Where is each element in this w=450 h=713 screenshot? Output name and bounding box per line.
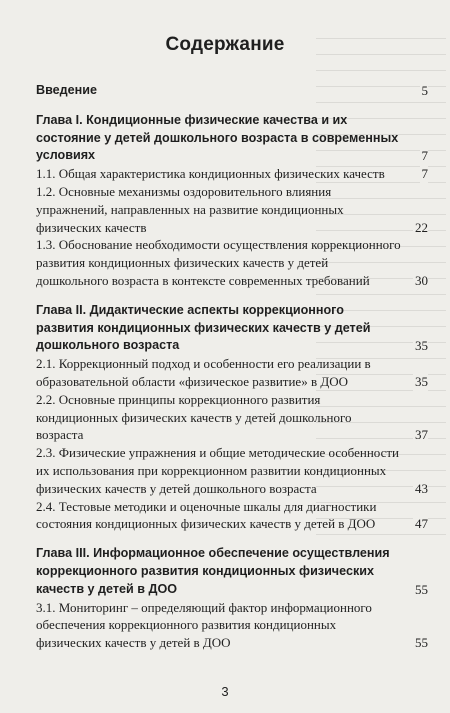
- toc-entry-text: 1.2. Основные механизмы оздоровительного влияния упражнений, направленных на развитие кондиционных физических качеств: [36, 183, 344, 235]
- toc-entry-text: 3.1. Мониторинг – определяющий фактор информационного обеспечения коррекционного развития кондиционных физических качеств у детей в ДОО: [36, 599, 372, 651]
- toc-entry-page: 7: [421, 148, 428, 164]
- toc-entry-1-2[interactable]: [36, 183, 428, 236]
- toc-entry-text: 2.2. Основные принципы коррекционного развития кондиционных физических качеств у детей дошкольного возраста: [36, 391, 352, 443]
- toc-entry-page: 43: [415, 480, 428, 496]
- toc-entry-2-2[interactable]: [36, 391, 428, 444]
- page-number: 3: [221, 684, 229, 699]
- toc-entry-text: Глава III. Информационное обеспечение осуществления коррекционного развития кондиционных физических качеств у детей в ДОО: [36, 546, 390, 596]
- toc-entry-3-1[interactable]: [36, 599, 428, 652]
- toc-entry-page: 47: [415, 516, 428, 532]
- toc-entry-2-4[interactable]: [36, 498, 428, 534]
- toc-entry-text: Глава I. Кондиционные физические качества и их состояние у детей дошкольного возраста в современных условиях: [36, 112, 399, 163]
- toc-entry-2-1[interactable]: [36, 355, 428, 391]
- toc-entry-chapter-3[interactable]: [36, 545, 428, 598]
- toc-entry-chapter-2[interactable]: [36, 302, 428, 355]
- toc-entry-page: 55: [415, 635, 428, 651]
- toc-entry-text: Введение: [36, 83, 98, 97]
- toc-entry-page: 22: [415, 219, 428, 235]
- toc-entry-page: 30: [415, 272, 428, 288]
- toc-entry-page: 55: [415, 581, 428, 597]
- toc-entry-page: 5: [421, 83, 428, 98]
- toc-entry-text: Глава II. Дидактические аспекты коррекционного развития кондиционных физических качеств у детей дошкольного возраста: [36, 302, 371, 353]
- toc-entry-1-3[interactable]: [36, 236, 428, 289]
- toc-entry-introduction[interactable]: [36, 82, 428, 100]
- toc-entry-page: 35: [415, 373, 428, 389]
- toc-entry-chapter-1[interactable]: [36, 112, 428, 165]
- toc-entry-page: 35: [415, 338, 428, 354]
- toc-entry-1-1[interactable]: [36, 165, 428, 183]
- toc-entry-text: 1.1. Общая характеристика кондиционных физических качеств: [36, 166, 385, 182]
- toc-entry-page: 37: [415, 427, 428, 443]
- page-title: Содержание: [165, 34, 285, 55]
- toc-entry-page: 7: [421, 166, 428, 182]
- toc-entry-text: 1.3. Обоснование необходимости осуществления коррекционного развития кондиционных физических качеств у детей дошкольного возраста в контексте современных требований: [36, 237, 401, 288]
- toc-entry-text: 2.3. Физические упражнения и общие методические особенности их использования при коррекционном развитии кондиционных физических качеств у детей дошкольного возраста: [36, 445, 400, 496]
- table-of-contents: [36, 82, 428, 652]
- toc-entry-text: 2.4. Тестовые методики и оценочные шкалы для диагностики состояния кондиционных физических качеств у детей в ДОО: [36, 498, 377, 532]
- toc-entry-text: 2.1. Коррекционный подход и особенности его реализации в образовательной области «физическое развитие» в ДОО: [36, 356, 371, 389]
- toc-entry-2-3[interactable]: [36, 444, 428, 497]
